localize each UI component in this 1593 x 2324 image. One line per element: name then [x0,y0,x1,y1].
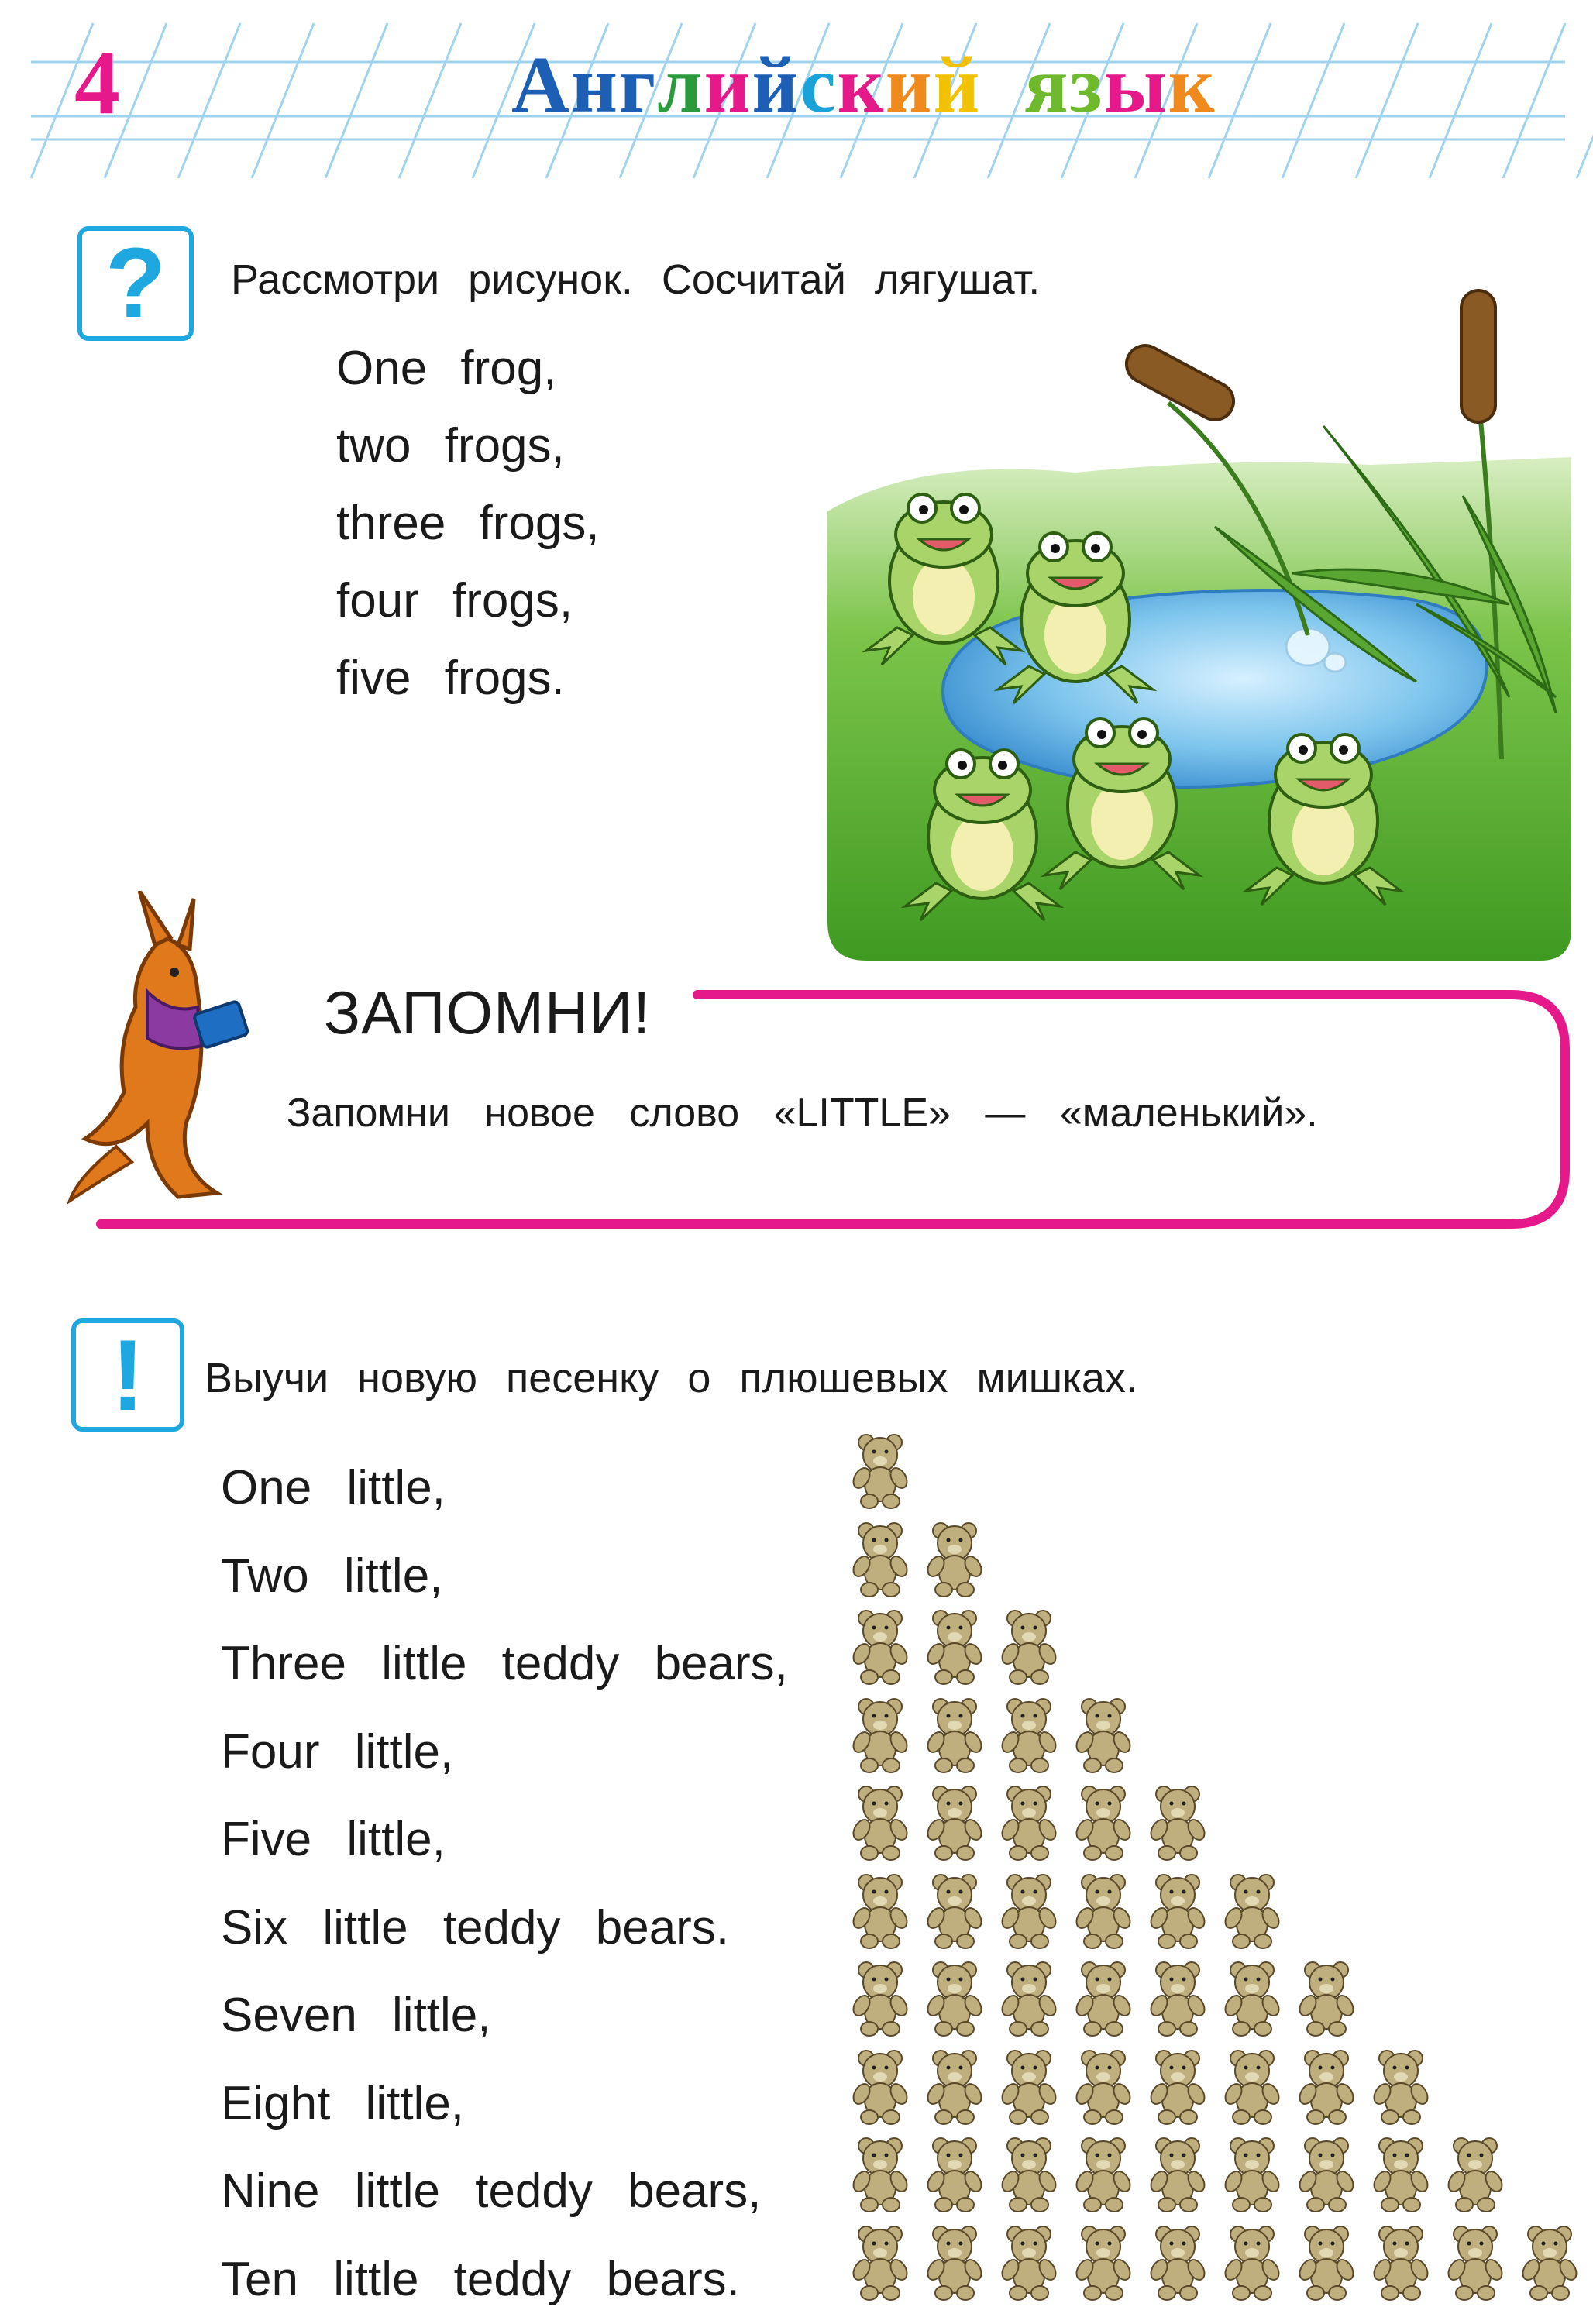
task2-instruction: Выучи новую песенку о плюшевых мишках. [205,1355,1137,1401]
teddy-bear-icon [924,1872,987,1949]
teddy-bear-icon [924,2047,987,2125]
teddy-bear-icon [1072,1696,1136,1773]
teddy-bear-icon [1295,2135,1359,2212]
teddy-bear-icon [924,1696,987,1773]
teddy-bear-triangle [849,1432,1593,2322]
title-letter [1003,45,1024,125]
song-line: Ten little teddy bears. [221,2253,740,2306]
title-letter: и [704,40,752,129]
teddy-bear-icon [849,1432,913,1509]
song-line: Five little, [221,1813,446,1866]
teddy-bear-icon [1295,1959,1359,2037]
teddy-bear-icon [1147,1959,1210,2037]
remember-text: Запомни новое слово «LITTLE» — «маленький». [287,1091,1318,1136]
title-letter: к [1168,40,1216,129]
teddy-bear-icon [849,2047,913,2125]
teddy-bear-icon [924,1520,987,1597]
title-letter: я [1024,40,1070,129]
teddy-bear-icon [849,1520,913,1597]
teddy-bear-icon [998,1607,1061,1685]
teddy-bear-icon [1221,1959,1285,2037]
teddy-bear-icon [998,2047,1061,2125]
teddy-bear-icon [1147,2223,1210,2301]
title-letter: и [885,40,934,129]
song-line: Nine little teddy bears, [221,2164,762,2218]
teddy-bear-icon [1072,2135,1136,2212]
title-letter: ы [1103,40,1168,129]
task1-instruction: Рассмотри рисунок. Сосчитай лягушат. [231,256,1041,303]
teddy-bear-icon [1221,1872,1285,1949]
teddy-bear-icon [1519,2223,1582,2301]
teddy-bear-icon [1072,1872,1136,1949]
teddy-bear-icon [924,1959,987,2037]
teddy-bear-icon [924,1783,987,1861]
teddy-bear-icon [924,2135,987,2212]
poem-line: three frogs, [336,497,600,550]
teddy-bear-icon [998,2135,1061,2212]
teddy-bear-icon [924,2223,987,2301]
teddy-bear-icon [1370,2047,1433,2125]
teddy-bear-icon [1072,1783,1136,1861]
teddy-bear-icon [1147,2135,1210,2212]
teddy-bear-icon [1147,1783,1210,1861]
teddy-bear-icon [849,2135,913,2212]
teddy-bear-icon [849,2223,913,2301]
title-letter [981,45,1003,125]
teddy-bear-icon [924,1607,987,1685]
song-line: Six little teddy bears. [221,1901,730,1954]
teddy-bear-icon [1072,2223,1136,2301]
teddy-bear-icon [998,1696,1061,1773]
teddy-bear-icon [998,1872,1061,1949]
teddy-bear-icon [1295,2223,1359,2301]
song-line: Three little teddy bears, [221,1637,788,1690]
remember-title: ЗАПОМНИ! [324,978,652,1047]
frog-pond-illustration [827,279,1571,961]
poem-line: four frogs, [336,574,573,627]
subject-title [511,40,1216,129]
teddy-bear-icon [849,1872,913,1949]
poem-line: One frog, [336,342,557,395]
song-line: Two little, [221,1549,443,1603]
title-letter: й [933,40,982,129]
teddy-bear-icon [1072,1959,1136,2037]
title-letter: н [571,40,620,129]
teddy-bear-icon [1295,2047,1359,2125]
title-letter: й [752,40,800,129]
page-number: 4 [74,32,120,133]
teddy-bear-icon [998,1783,1061,1861]
teddy-bear-icon [998,2223,1061,2301]
song-line: Seven little, [221,1989,491,2042]
song-line: Four little, [221,1725,454,1779]
teddy-bear-icon [1444,2223,1508,2301]
song-line: Eight little, [221,2077,465,2130]
teddy-bear-icon [849,1783,913,1861]
teddy-bear-icon [1221,2135,1285,2212]
exclamation-icon: ! [71,1318,184,1432]
title-letter: к [837,40,886,129]
teddy-bear-icon [849,1696,913,1773]
title-letter: А [511,40,572,129]
title-letter: с [800,40,838,129]
teddy-bear-icon [1370,2135,1433,2212]
teddy-bear-icon [849,1959,913,2037]
teddy-bear-icon [1221,2047,1285,2125]
title-letter: г [619,40,658,129]
teddy-bear-icon [1147,2047,1210,2125]
poem-line: five frogs. [336,651,565,705]
teddy-bear-icon [1370,2223,1433,2301]
teddy-bear-icon [849,1607,913,1685]
teddy-bear-icon [1444,2135,1508,2212]
poem-line: two frogs, [336,419,565,473]
title-letter: л [657,40,704,129]
song-line: One little, [221,1461,446,1514]
question-icon: ? [77,226,194,341]
teddy-bear-icon [998,1959,1061,2037]
title-letter: з [1069,40,1104,129]
teddy-bear-icon [1072,2047,1136,2125]
teddy-bear-icon [1221,2223,1285,2301]
teddy-bear-icon [1147,1872,1210,1949]
